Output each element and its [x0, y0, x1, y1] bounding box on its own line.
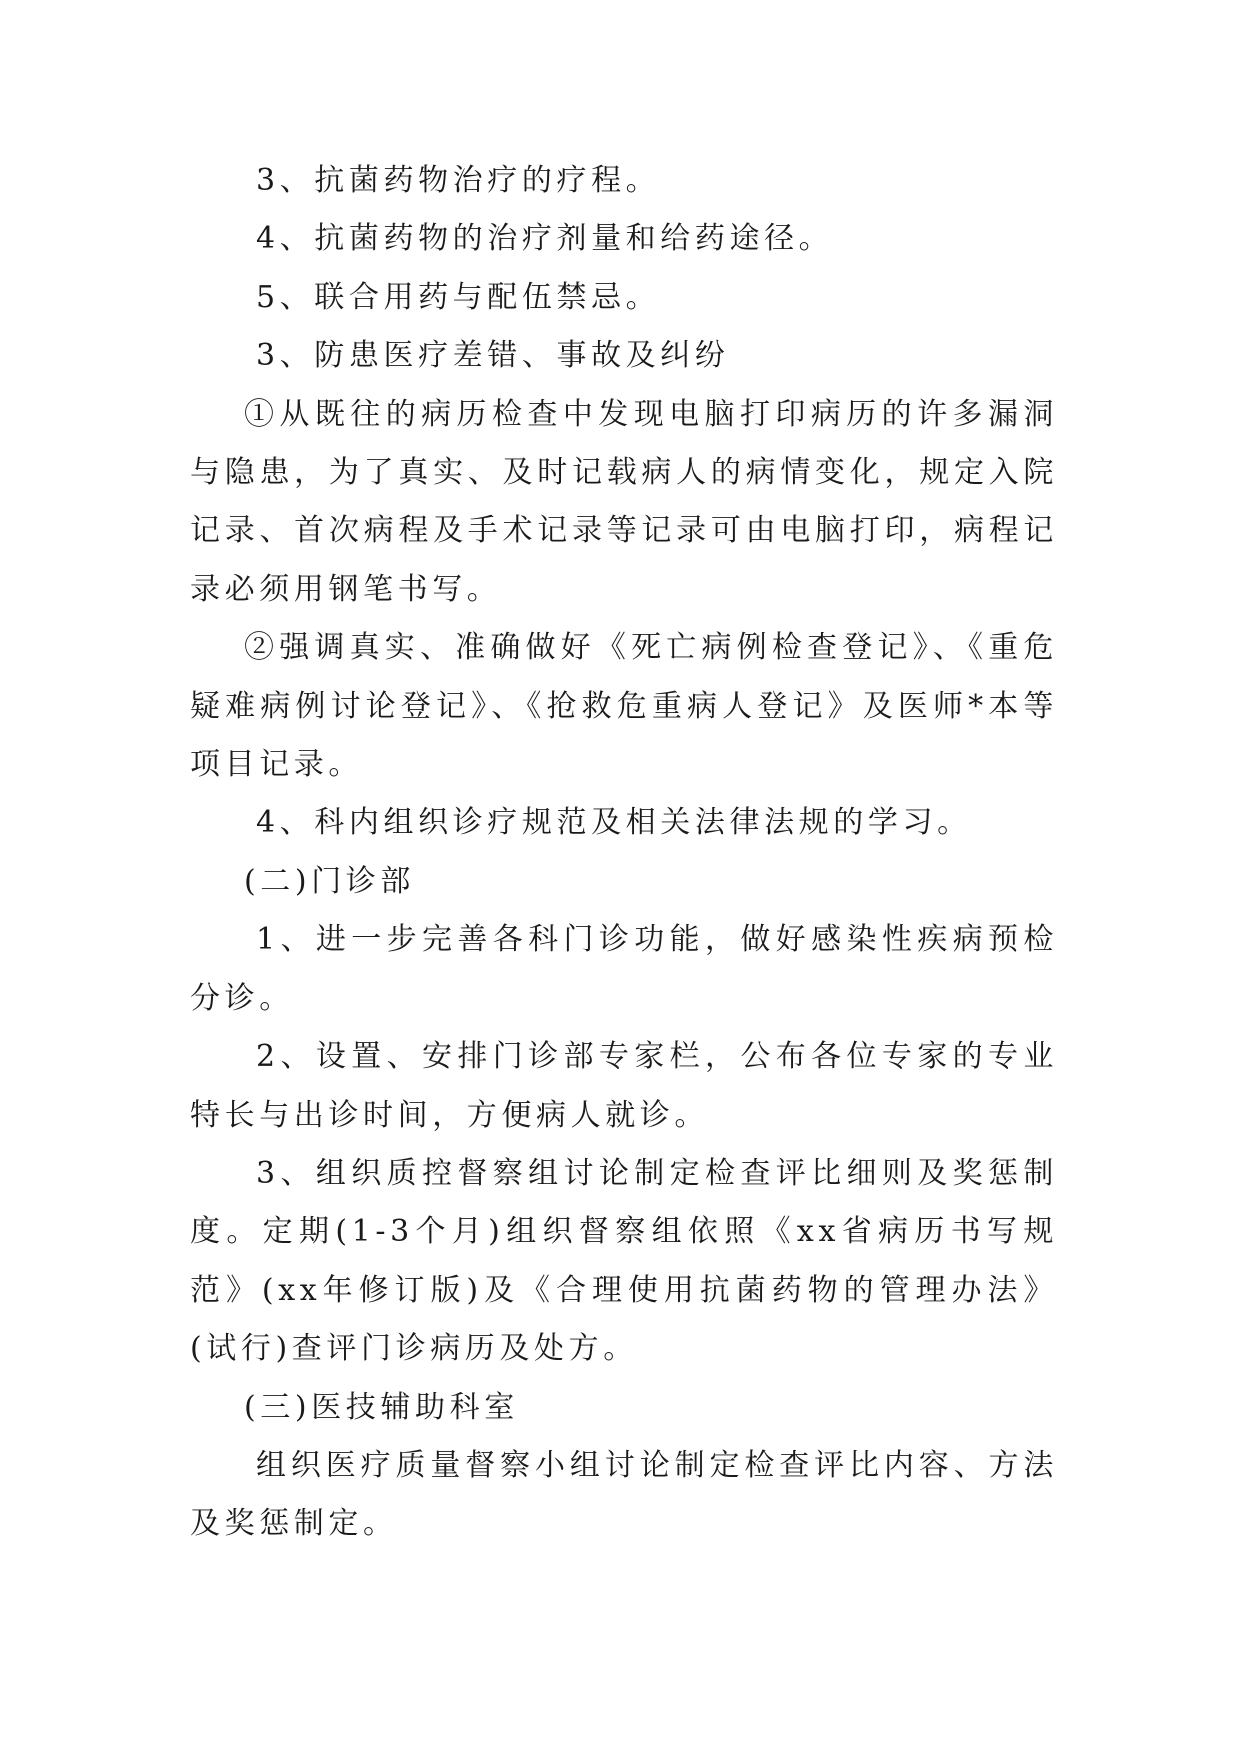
paragraph-computer-records: ①从既往的病历检查中发现电脑打印病历的许多漏洞与隐患，为了真实、及时记载病人的病情变化，规定入院记录、首次病程及手术记录等记录可由电脑打印，病程记录必须用钢笔书写。 [190, 396, 1058, 607]
section-heading-outpatient: (二)门诊部 [244, 863, 416, 899]
paragraph-outpatient-functions: 1、进一步完善各科门诊功能，做好感染性疾病预检分诊。 [190, 922, 1058, 1016]
paragraph-quality-team: 组织医疗质量督察小组讨论制定检查评比内容、方法及奖惩制定。 [190, 1447, 1058, 1542]
document-body [190, 152, 1058, 1554]
paragraph-antibiotic-dosage: 4、抗菌药物的治疗剂量和给药途径。 [256, 221, 834, 257]
paragraph-prevent-errors: 3、防患医疗差错、事故及纠纷 [256, 338, 730, 374]
paragraph-combination-drugs: 5、联合用药与配伍禁忌。 [256, 279, 661, 315]
paragraph-expert-column: 2、设置、安排门诊部专家栏，公布各位专家的专业特长与出诊时间，方便病人就诊。 [190, 1039, 1058, 1133]
section-heading-medical-tech: (三)医技辅助科室 [244, 1389, 519, 1425]
paragraph-antibiotic-course: 3、抗菌药物治疗的疗程。 [256, 163, 661, 198]
paragraph-regulation-study: 4、科内组织诊疗规范及相关法律法规的学习。 [256, 805, 972, 841]
paragraph-quality-supervision: 3、组织质控督察组讨论制定检查评比细则及奖惩制度。定期(1-3个月)组织督察组依照《xx省病历书写规范》(xx年修订版)及《合理使用抗菌药物的管理办法》(试行)查评门诊病历及处方。 [190, 1155, 1058, 1367]
paragraph-registration-records: ②强调真实、准确做好《死亡病例检查登记》、《重危疑难病例讨论登记》、《抢救危重病人登记》及医师*本等项目记录。 [190, 630, 1058, 783]
